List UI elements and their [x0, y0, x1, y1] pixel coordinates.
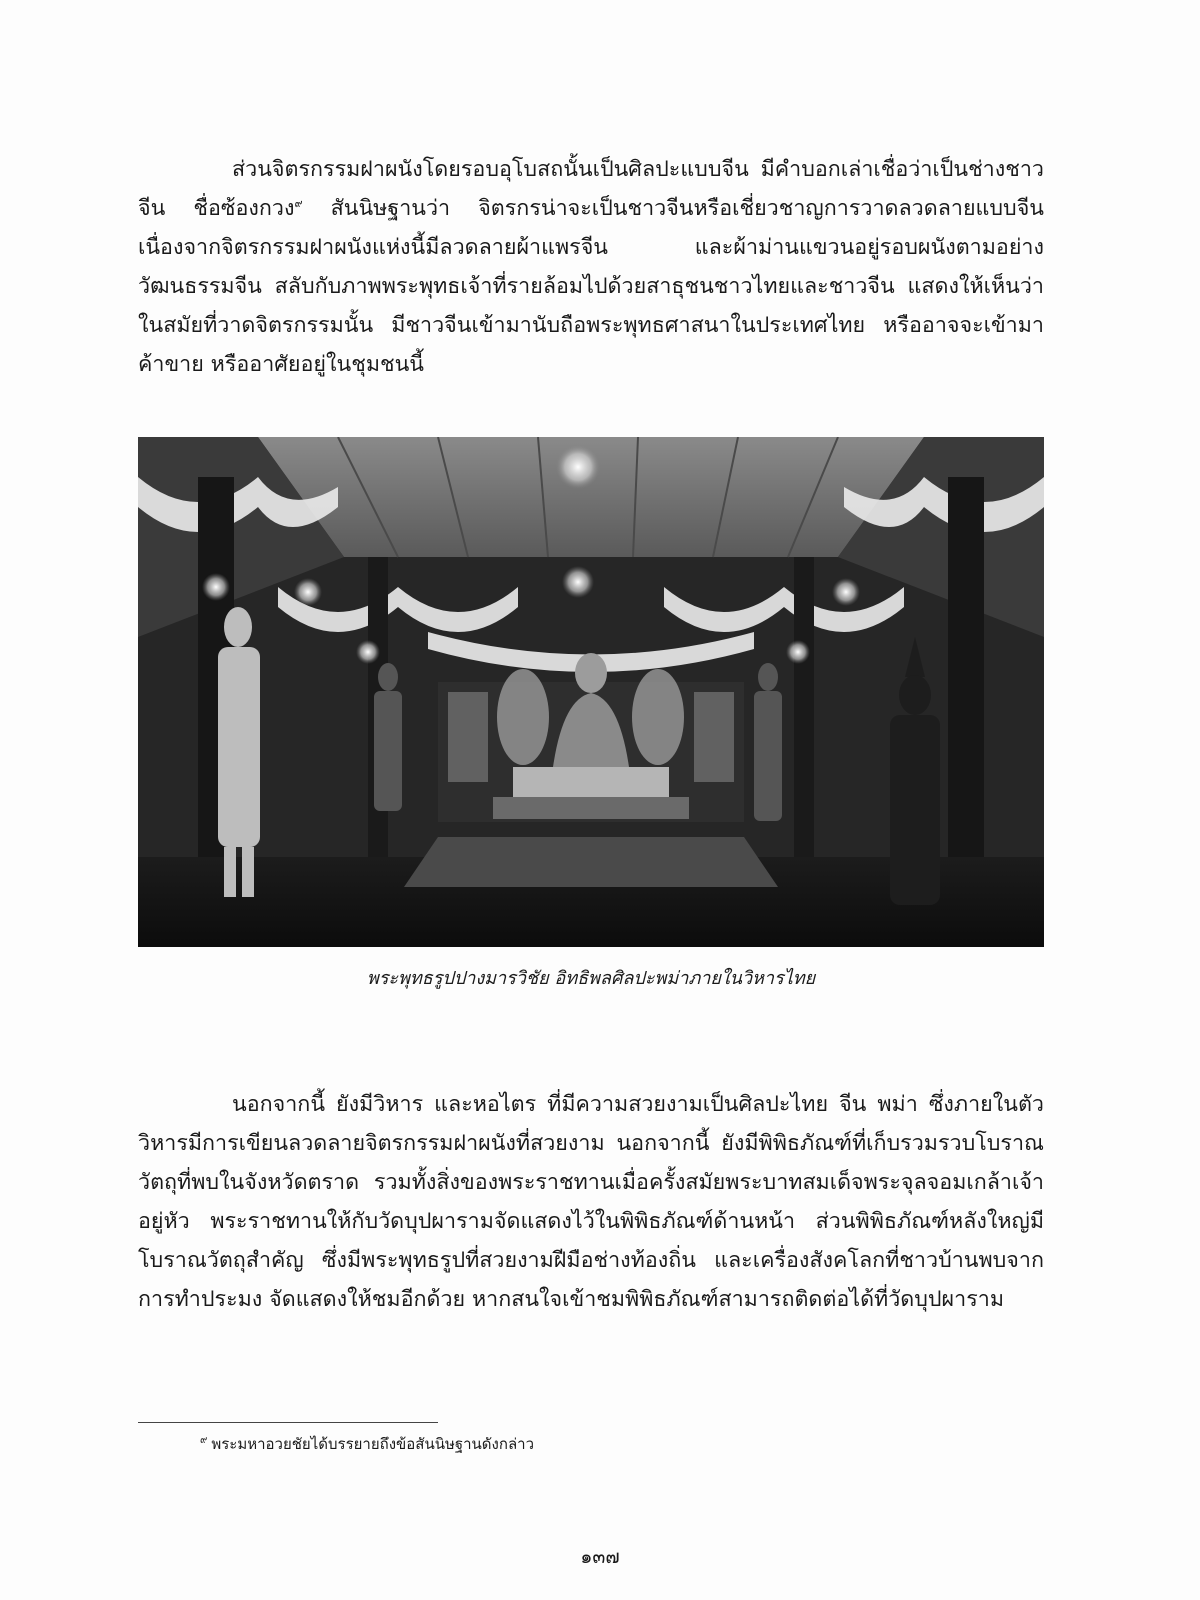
paragraph-1-text-a: ส่วนจิตรกรรมฝาผนังโดยรอบอุโบสถนั้นเป็นศิลปะแบบจีน มีคำบอกเล่าเชื่อว่าเป็นช่างชาวจีน ชื่อซ้องกวง: [138, 157, 1044, 221]
footnote-reference: ๙: [294, 196, 303, 210]
paragraph-2: นอกจากนี้ ยังมีวิหาร และหอไตร ที่มีความสวยงามเป็นศิลปะไทย จีน พม่า ซึ่งภายในตัววิหารมีการเขียนลวดลายจิตรกรรมฝาผนังที่สวยงาม นอกจากนี้ ยังมีพิพิธภัณฑ์ที่เก็บรวมรวบโบราณวัตถุที่พบในจังหวัดตราด รวมทั้งสิ่งของพระราชทานเมื่อครั้งสมัยพระบาทสมเด็จพระจุลจอมเกล้าเจ้าอยู่หัว พระราชทานให้กับวัดบุปผารามจัดแสดงไว้ในพิพิธภัณฑ์ด้านหน้า ส่วนพิพิธภัณฑ์หลังใหญ่มีโบราณวัตถุสำคัญ ซึ่งมีพระพุทธรูปที่สวยงามฝีมือช่างท้องถิ่น และเครื่องสังคโลกที่ชาวบ้านพบจากการทำประมง จัดแสดงให้ชมอีกด้วย หากสนใจเข้าชมพิพิธภัณฑ์สามารถติดต่อได้ที่วัดบุปผาราม: [138, 1092, 1044, 1312]
paragraph-1-text-b: สันนิษฐานว่า จิตรกรน่าจะเป็นชาวจีนหรือเชี่ยวชาญการวาดลวดลายแบบจีน เนื่องจากจิตรกรรมฝาผนังแห่งนี้มีลวดลายผ้าแพรจีน และผ้าม่านแขวนอยู่รอบผนังตามอย่างวัฒนธรรมจีน สลับกับภาพพระพุทธเจ้าที่รายล้อมไปด้วยสาธุชนชาวไทยและชาวจีน แสดงให้เห็นว่าในสมัยที่วาดจิตรกรรมนั้น มีชาวจีนเข้ามานับถือพระพุทธศาสนาในประเทศไทย หรืออาจจะเข้ามาค้าขาย หรืออาศัยอยู่ในชุมชนนี้: [138, 196, 1044, 377]
page-number: ๑๓๗: [580, 1546, 620, 1568]
footnote: [200, 1432, 534, 1456]
paragraph-1: [138, 150, 1044, 384]
temple-interior-photo: [138, 437, 1044, 947]
footnote-mark: ๙: [200, 1435, 208, 1446]
footnote-divider: [138, 1422, 438, 1423]
footnote-text: พระมหาอวยชัยได้บรรยายถึงข้อสันนิษฐานดังกล่าว: [211, 1435, 534, 1453]
photo-caption: พระพุทธรูปปางมารวิชัย อิทธิพลศิลปะพม่าภายในวิหารไทย: [366, 968, 816, 989]
